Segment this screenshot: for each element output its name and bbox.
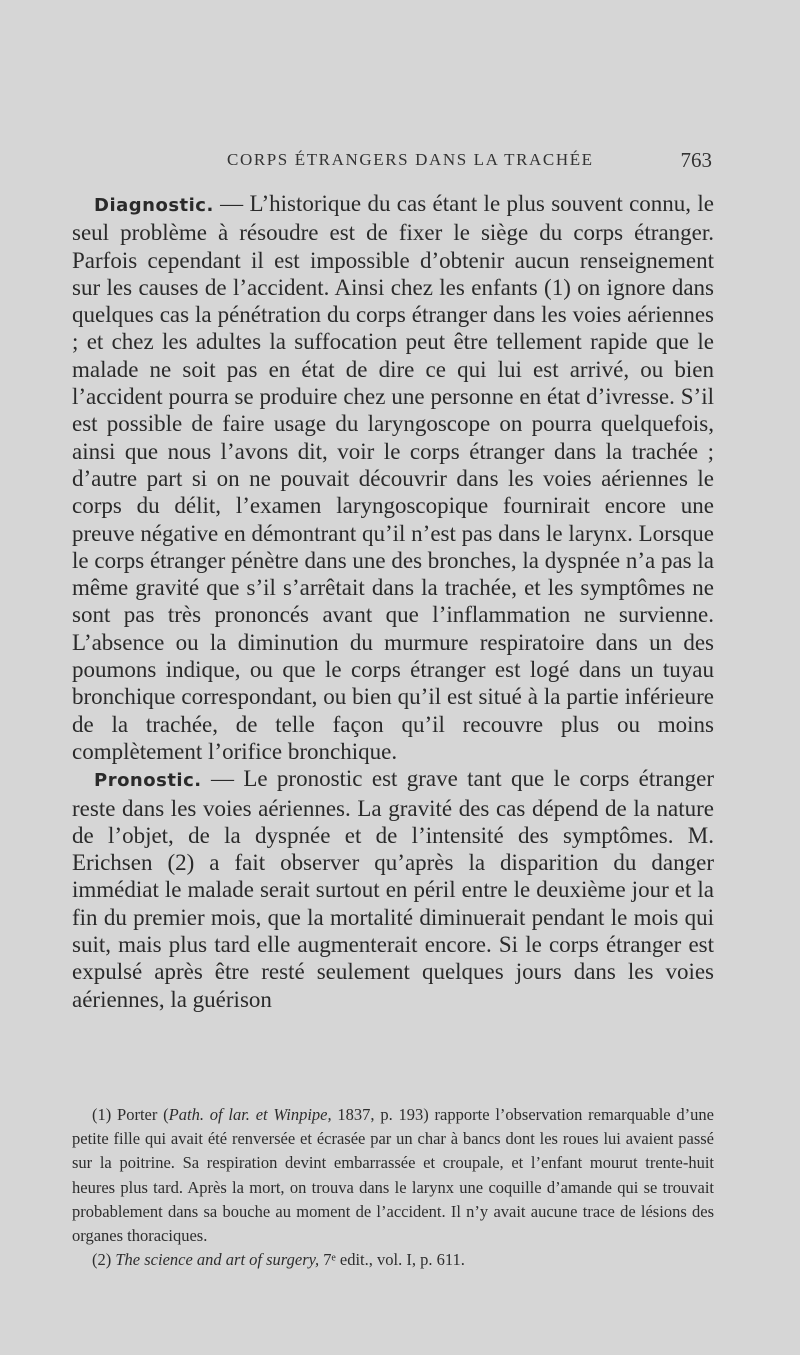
footnote-2-text: 7ᵉ edit., vol. I, p. 611. (319, 1250, 465, 1270)
diagnostic-heading: Diagnostic. (94, 195, 214, 216)
pronostic-text: — Le pronostic est grave tant que le corps étranger reste dans les voies aériennes. La gravité des cas dépend de la nature de l’objet, de la dyspnée et de l’intensité des symptômes. M. Erichsen (2) a fait observer qu’après la disparition du danger immédiat le malade serait surtout en péril entre le deuxième jour et la fin du premier mois, que la mortalité diminuerait pendant le mois qui suit, mais plus tard elle augmenterait encore. Si le corps étranger est expulsé après être resté seulement quelques jours dans les voies aériennes, la guérison (72, 766, 714, 1012)
main-text (72, 190, 714, 1013)
running-head: CORPS ÉTRANGERS DANS LA TRACHÉE (227, 150, 594, 169)
footnote-1-start: (1) Porter ( (92, 1105, 169, 1124)
pronostic-heading: Pronostic. (94, 770, 202, 792)
pronostic-paragraph (72, 765, 714, 1013)
diagnostic-text: — L’historique du cas étant le plus souvent connu, le seul problème à résoudre est de fixer le siège du corps étranger. Parfois cependant il est impossible d’obtenir aucun renseignement sur les causes de l’accident. Ainsi chez les enfants (1) on ignore dans quelques cas la pénétration du corps étranger dans les voies aériennes ; et chez les adultes la suffocation peut être tellement rapide que le malade ne soit pas en état de dire ce qui lui est arrivé, ou bien l’accident pourra se produire chez une personne en état d’ivresse. S’il est possible de faire usage du laryngoscope on pourra quelquefois, ainsi que nous l’avons dit, voir le corps étranger dans la trachée ; d’autre part si on ne pouvait découvrir dans les voies aériennes le corps du délit, l’examen laryngoscopique fournirait encore une preuve négative en démontrant qu’il n’est pas dans le larynx. Lorsque le corps étranger pénètre dans une des bronches, la dyspnée n’a pas la même gravité que s’il s’arrêtait dans la trachée, et les symptômes ne sont pas très prononcés avant que l’inflammation ne survienne. L’absence ou la diminution du murmure respiratoire dans un des poumons indique, ou que le corps étranger est logé dans un tuyau bronchique correspondant, ou bien qu’il est situé à la partie inférieure de la trachée, de telle façon qu’il recouvre plus ou moins complètement l’orifice bronchique. (72, 191, 714, 764)
page-header (72, 150, 712, 180)
page-number: 763 (680, 148, 712, 172)
footnote-2-citation: The science and art of surgery, (115, 1250, 320, 1270)
footnote-1-citation: Path. of lar. et Winpipe, (168, 1105, 332, 1124)
footnote-2-start: (2) (92, 1250, 116, 1270)
footnote-1-text: 1837, p. 193) rapporte l’observation remarquable d’une petite fille qui avait été renversée et écrasée par un char à bancs dont les roues lui avaient passé sur la poitrine. Sa respiration devint embarrassée et croupale, et l’enfant mourut trente-huit heures plus tard. Après la mort, on trouva dans le larynx une coquille d’amande qui se trouvait probablement dans sa bouche au moment de l’accident. Il n’y avait aucune trace de lésions des organes thoraciques. (72, 1105, 714, 1246)
footnote-2 (72, 1248, 714, 1272)
footnote-1 (72, 1103, 714, 1248)
diagnostic-paragraph (72, 190, 714, 765)
footnotes (72, 1103, 714, 1272)
